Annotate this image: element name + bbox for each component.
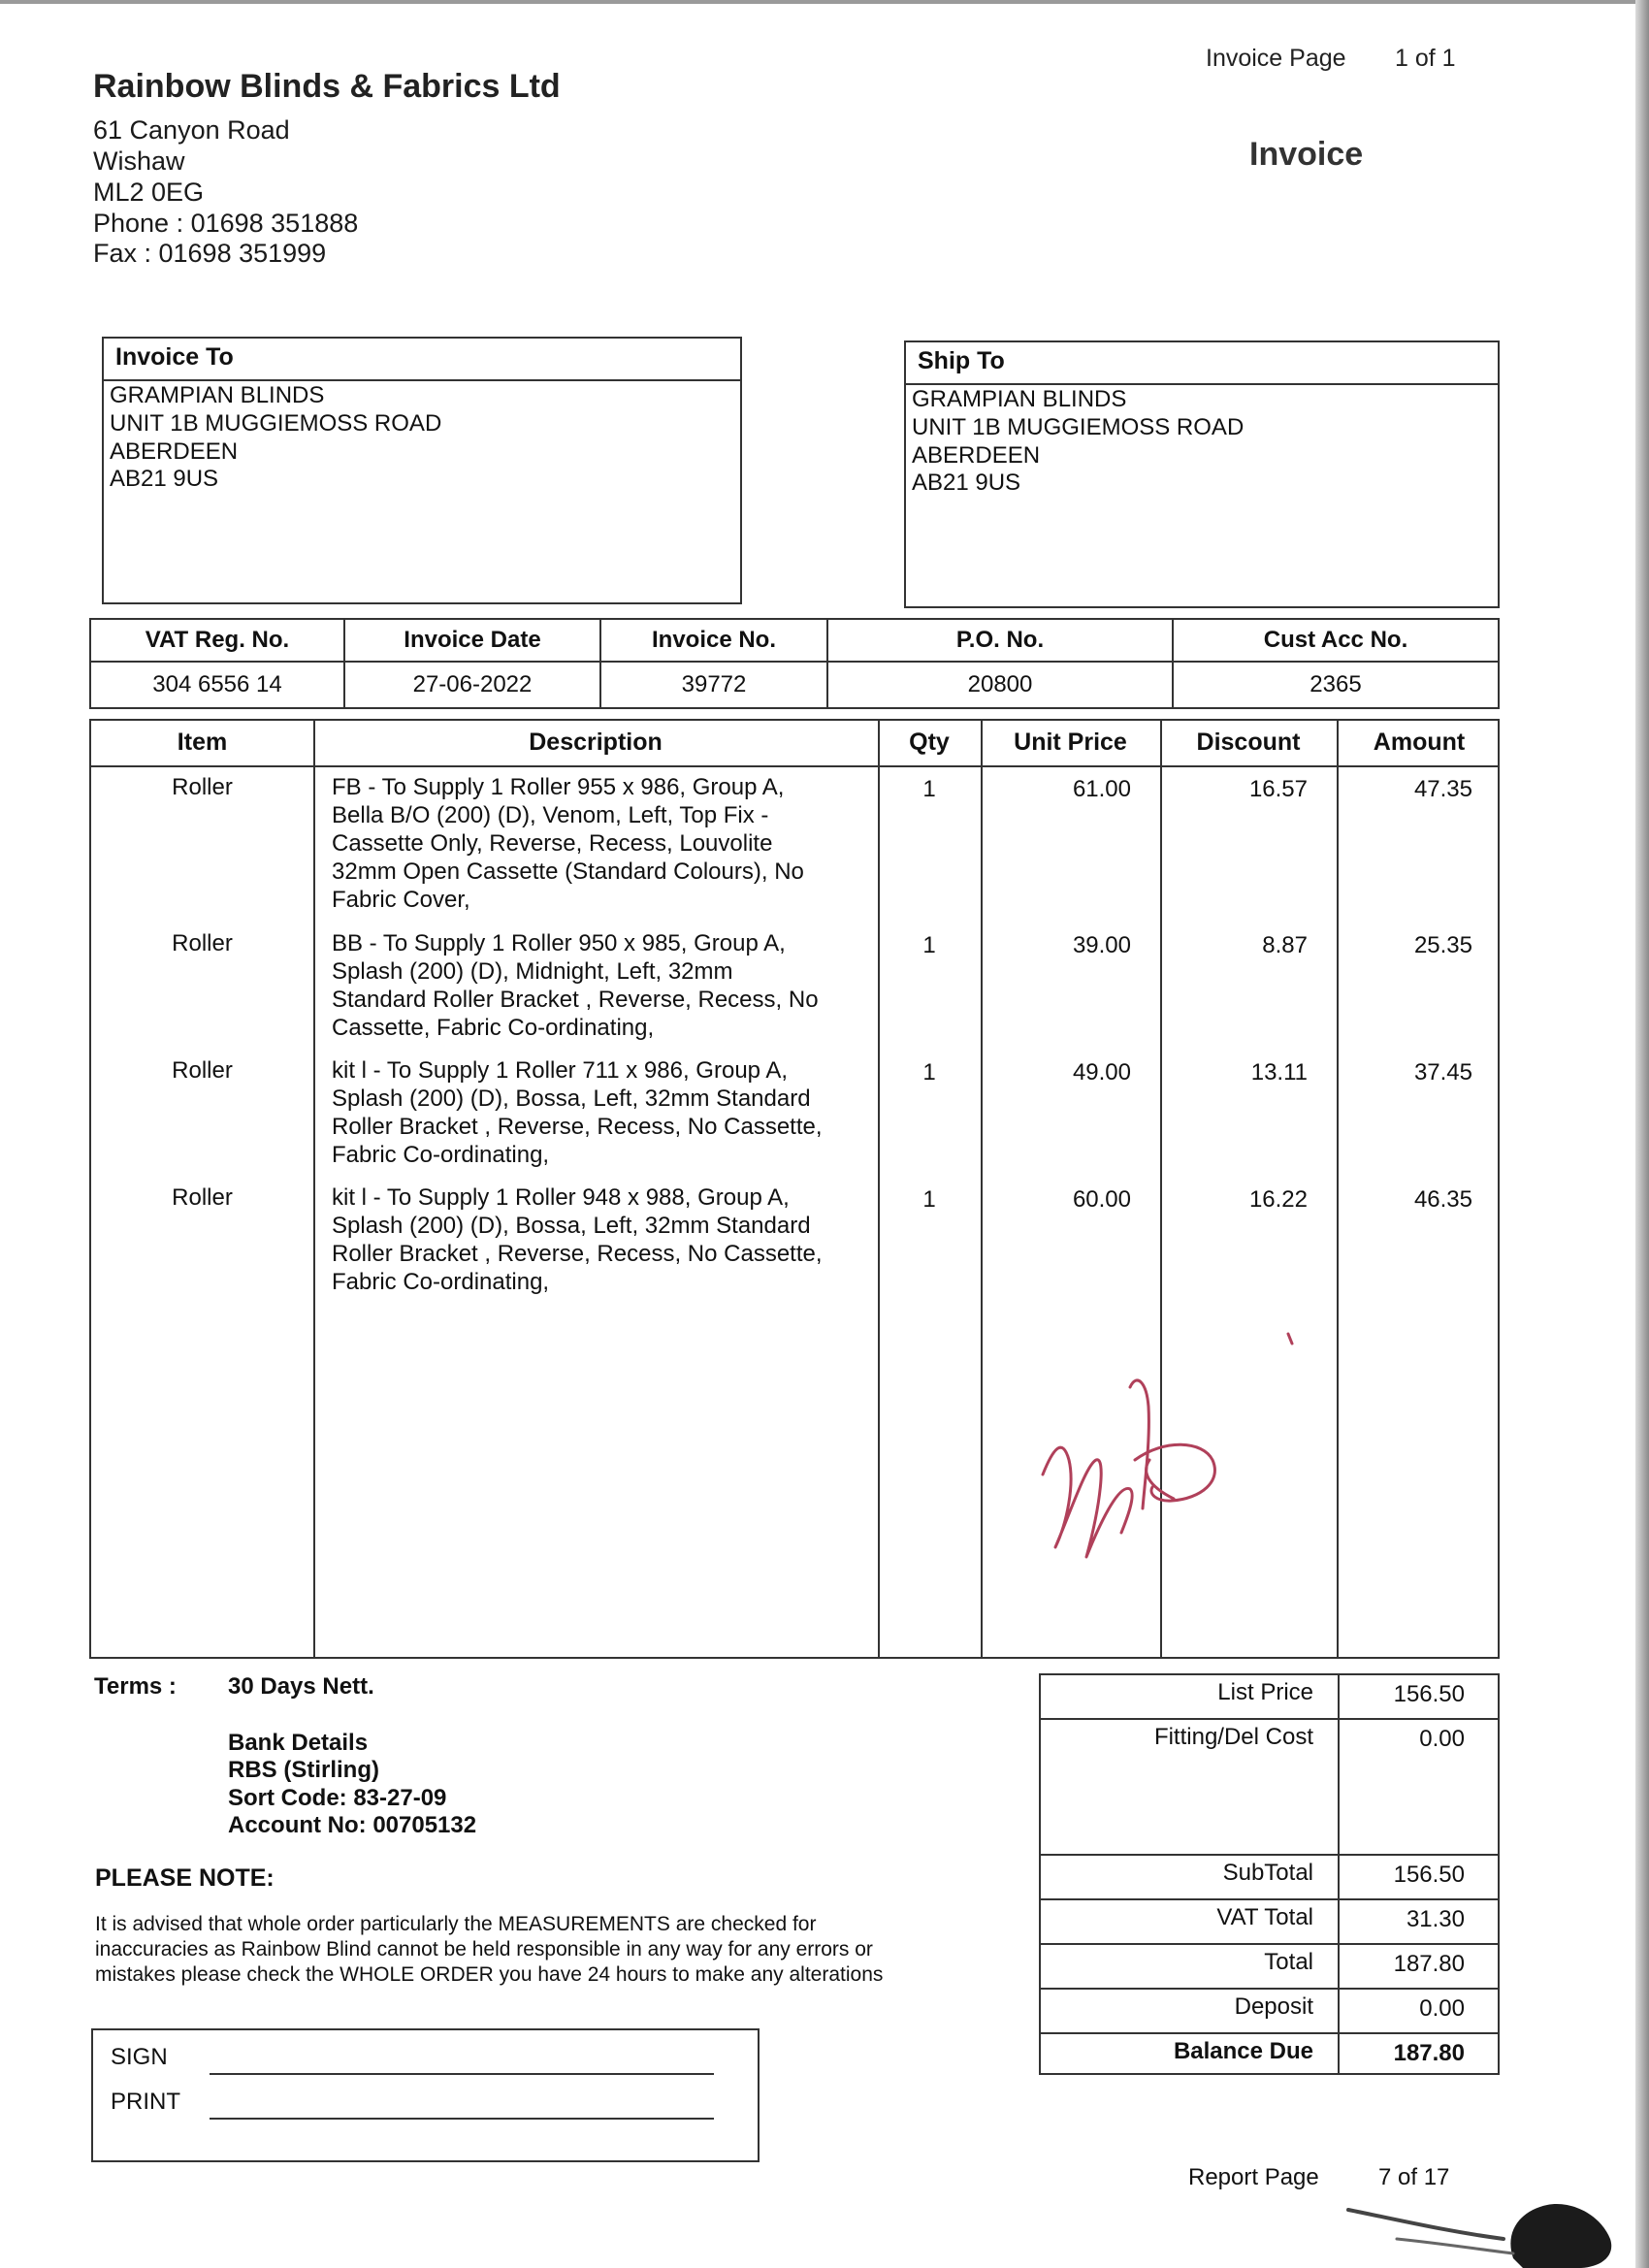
unit-price-column-header: Unit Price bbox=[1014, 729, 1127, 756]
terms-value: 30 Days Nett. bbox=[228, 1673, 374, 1700]
row-discount: 16.57 bbox=[1248, 776, 1308, 802]
ship-to-box bbox=[904, 340, 1500, 608]
description-line: kit l - To Supply 1 Roller 711 x 986, Group A, bbox=[332, 1057, 789, 1084]
company-address-line: Wishaw bbox=[93, 146, 185, 176]
sign-box bbox=[91, 2028, 760, 2162]
row-item: Roller bbox=[172, 930, 233, 956]
description-line: Fabric Cover, bbox=[332, 887, 470, 913]
note-line: It is advised that whole order particularly the MEASUREMENTS are checked for bbox=[95, 1913, 817, 1935]
total-label: Total bbox=[1264, 1949, 1313, 1975]
invoice-page-value: 1 of 1 bbox=[1395, 45, 1456, 72]
balance-due-value: 187.80 bbox=[1393, 2040, 1465, 2066]
totals-row-divider bbox=[1041, 1988, 1498, 1990]
invoice-date-header: Invoice Date bbox=[344, 619, 600, 662]
row-description bbox=[332, 1056, 823, 1169]
row-amount: 37.45 bbox=[1413, 1059, 1472, 1085]
ship-to-line: UNIT 1B MUGGIEMOSS ROAD bbox=[912, 414, 1245, 440]
bank-details-heading: Bank Details bbox=[228, 1730, 369, 1756]
description-line: Cassette, Fabric Co-ordinating, bbox=[332, 1015, 655, 1041]
scan-right-edge bbox=[1635, 0, 1649, 2268]
fitting-del-cost-label: Fitting/Del Cost bbox=[1153, 1724, 1313, 1750]
row-item: Roller bbox=[172, 1184, 233, 1211]
bank-account-no: Account No: 00705132 bbox=[228, 1812, 477, 1838]
vat-reg-value: 304 6556 14 bbox=[90, 662, 344, 708]
description-line: Splash (200) (D), Midnight, Left, 32mm bbox=[332, 958, 733, 985]
company-address-line: 61 Canyon Road bbox=[93, 115, 290, 145]
ink-blot bbox=[1339, 2171, 1630, 2268]
description-line: Fabric Co-ordinating, bbox=[332, 1142, 550, 1168]
row-amount: 47.35 bbox=[1413, 776, 1472, 802]
item-column-header: Item bbox=[177, 729, 228, 756]
row-unit-price: 39.00 bbox=[1072, 932, 1131, 958]
vat-total-label: VAT Total bbox=[1216, 1904, 1313, 1930]
sign-label: SIGN bbox=[111, 2044, 168, 2070]
row-unit-price: 61.00 bbox=[1072, 776, 1131, 802]
qty-column-header: Qty bbox=[909, 729, 950, 756]
description-line: Bella B/O (200) (D), Venom, Left, Top Fix - bbox=[332, 802, 769, 828]
company-address-line: ML2 0EG bbox=[93, 178, 205, 207]
company-name: Rainbow Blinds & Fabrics Ltd bbox=[93, 68, 561, 105]
description-line: Splash (200) (D), Bossa, Left, 32mm Standard bbox=[332, 1085, 811, 1112]
company-fax: Fax : 01698 351999 bbox=[93, 239, 327, 268]
subtotal-value: 156.50 bbox=[1393, 1862, 1465, 1888]
description-line: kit l - To Supply 1 Roller 948 x 988, Group A, bbox=[332, 1184, 790, 1211]
row-discount: 8.87 bbox=[1262, 932, 1308, 958]
totals-divider bbox=[1338, 1675, 1340, 2073]
sign-line[interactable] bbox=[210, 2073, 714, 2075]
totals-row-divider bbox=[1041, 1718, 1498, 1720]
po-no-value: 20800 bbox=[827, 662, 1173, 708]
ship-to-heading: Ship To bbox=[906, 342, 1498, 385]
description-line: Splash (200) (D), Bossa, Left, 32mm Standard bbox=[332, 1213, 811, 1239]
row-qty: 1 bbox=[922, 1059, 936, 1085]
totals-row-divider bbox=[1041, 2032, 1498, 2034]
print-line[interactable] bbox=[210, 2118, 714, 2120]
invoice-to-heading: Invoice To bbox=[104, 339, 740, 381]
terms-label: Terms : bbox=[94, 1673, 177, 1700]
row-item: Roller bbox=[172, 1057, 233, 1084]
handwritten-signature bbox=[1028, 1314, 1310, 1605]
row-description bbox=[332, 773, 804, 914]
column-divider bbox=[313, 721, 315, 1657]
row-unit-price: 49.00 bbox=[1072, 1059, 1131, 1085]
totals-row-divider bbox=[1041, 1943, 1498, 1945]
please-note-title: PLEASE NOTE: bbox=[95, 1864, 275, 1892]
fitting-del-cost-value: 0.00 bbox=[1419, 1726, 1465, 1752]
row-qty: 1 bbox=[922, 932, 936, 958]
balance-due-label: Balance Due bbox=[1173, 2038, 1313, 2064]
ship-to-line: AB21 9US bbox=[912, 470, 1021, 496]
ship-to-line: ABERDEEN bbox=[912, 442, 1041, 469]
description-line: Standard Roller Bracket , Reverse, Recess, No bbox=[332, 987, 819, 1013]
totals-row-divider bbox=[1041, 1898, 1498, 1900]
description-column-header: Description bbox=[529, 729, 663, 756]
report-page-label: Report Page bbox=[1188, 2164, 1319, 2190]
totals-row-divider bbox=[1041, 1854, 1498, 1856]
bank-name: RBS (Stirling) bbox=[228, 1757, 379, 1783]
company-phone: Phone : 01698 351888 bbox=[93, 209, 359, 238]
note-line: mistakes please check the WHOLE ORDER you have 24 hours to make any alterations bbox=[95, 1963, 884, 1986]
description-line: Roller Bracket , Reverse, Recess, No Cassette, bbox=[332, 1241, 823, 1267]
invoice-page-label: Invoice Page bbox=[1206, 45, 1346, 72]
invoice-no-value: 39772 bbox=[600, 662, 827, 708]
row-item: Roller bbox=[172, 774, 233, 800]
subtotal-label: SubTotal bbox=[1222, 1860, 1313, 1886]
vat-total-value: 31.30 bbox=[1406, 1906, 1465, 1932]
report-page-value: 7 of 17 bbox=[1378, 2164, 1450, 2190]
row-description bbox=[332, 929, 819, 1042]
print-label: PRINT bbox=[111, 2089, 180, 2115]
description-line: BB - To Supply 1 Roller 950 x 985, Group A, bbox=[332, 930, 786, 956]
invoice-date-value: 27-06-2022 bbox=[344, 662, 600, 708]
invoice-to-line: AB21 9US bbox=[110, 466, 219, 492]
row-description bbox=[332, 1183, 823, 1296]
cust-acc-value: 2365 bbox=[1173, 662, 1499, 708]
totals-box bbox=[1039, 1673, 1500, 2075]
note-line: inaccuracies as Rainbow Blind cannot be held responsible in any way for any errors or bbox=[95, 1938, 873, 1960]
ship-to-line: GRAMPIAN BLINDS bbox=[912, 386, 1127, 412]
total-value: 187.80 bbox=[1393, 1951, 1465, 1977]
invoice-to-line: ABERDEEN bbox=[110, 438, 239, 465]
row-qty: 1 bbox=[922, 1186, 936, 1213]
row-amount: 25.35 bbox=[1413, 932, 1472, 958]
list-price-label: List Price bbox=[1217, 1679, 1313, 1705]
deposit-value: 0.00 bbox=[1419, 1995, 1465, 2022]
bank-sort-code: Sort Code: 83-27-09 bbox=[228, 1785, 447, 1811]
invoice-to-line: UNIT 1B MUGGIEMOSS ROAD bbox=[110, 410, 442, 437]
po-no-header: P.O. No. bbox=[827, 619, 1173, 662]
document-title: Invoice bbox=[1249, 136, 1364, 173]
row-qty: 1 bbox=[922, 776, 936, 802]
vat-reg-header: VAT Reg. No. bbox=[90, 619, 344, 662]
row-discount: 16.22 bbox=[1248, 1186, 1308, 1213]
description-line: Cassette Only, Reverse, Recess, Louvolite bbox=[332, 830, 773, 857]
description-line: FB - To Supply 1 Roller 955 x 986, Group A, bbox=[332, 774, 785, 800]
row-amount: 46.35 bbox=[1413, 1186, 1472, 1213]
invoice-no-header: Invoice No. bbox=[600, 619, 827, 662]
header-divider bbox=[91, 765, 1498, 767]
row-discount: 13.11 bbox=[1250, 1059, 1308, 1085]
cust-acc-header: Cust Acc No. bbox=[1173, 619, 1499, 662]
invoice-to-box bbox=[102, 337, 742, 604]
row-unit-price: 60.00 bbox=[1072, 1186, 1131, 1213]
invoice-to-line: GRAMPIAN BLINDS bbox=[110, 382, 325, 408]
description-line: Roller Bracket , Reverse, Recess, No Cassette, bbox=[332, 1114, 823, 1140]
amount-column-header: Amount bbox=[1373, 729, 1466, 756]
deposit-label: Deposit bbox=[1234, 1993, 1313, 2020]
scan-top-edge bbox=[0, 0, 1649, 4]
list-price-value: 156.50 bbox=[1393, 1681, 1465, 1707]
discount-column-header: Discount bbox=[1196, 729, 1301, 756]
description-line: Fabric Co-ordinating, bbox=[332, 1269, 550, 1295]
description-line: 32mm Open Cassette (Standard Colours), No bbox=[332, 859, 804, 885]
invoice-info-table bbox=[89, 618, 1500, 709]
